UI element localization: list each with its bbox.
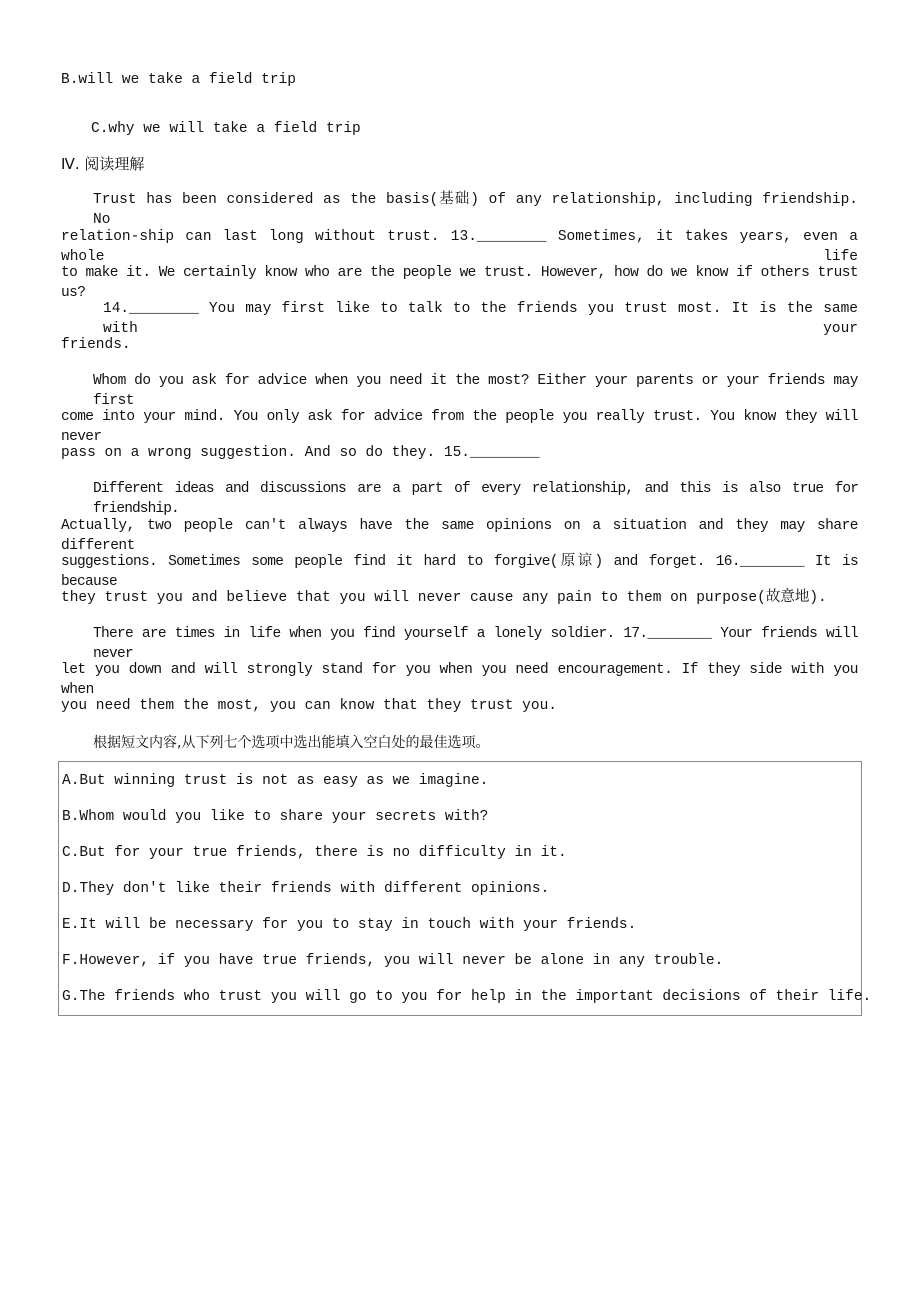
options-box: [58, 761, 872, 1016]
option-g: G.The friends who trust you will go to you for help in the important decisions of their life.: [62, 989, 872, 1005]
option-d: D.They don't like their friends with different opinions.: [62, 881, 550, 897]
passage-line: come into your mind. You only ask for advice from the people you really trust. You know they will never: [61, 409, 858, 445]
passage-line: 14.________ You may first like to talk to the friends you trust most. It is the same with your: [103, 301, 858, 337]
instruction: 根据短文内容,从下列七个选项中选出能填入空白处的最佳选项。: [93, 735, 490, 751]
passage-line: Trust has been considered as the basis(基础) of any relationship, including friendship. No: [93, 192, 858, 228]
section-heading: Ⅳ. 阅读理解: [61, 155, 145, 173]
passage-line: to make it. We certainly know who are the people we trust. However, how do we know if others trust us?: [61, 265, 858, 301]
passage-line: you need them the most, you can know that they trust you.: [61, 698, 557, 714]
passage-line: Whom do you ask for advice when you need it the most? Either your parents or your friends may first: [93, 373, 858, 409]
passage-line: they trust you and believe that you will never cause any pain to them on purpose(故意地).: [61, 590, 827, 606]
previous-option-c: C.why we will take a field trip: [91, 121, 361, 137]
option-e: E.It will be necessary for you to stay in touch with your friends.: [62, 917, 637, 933]
option-a: A.But winning trust is not as easy as we imagine.: [62, 773, 489, 789]
passage-line: friends.: [61, 337, 131, 353]
passage-line: Actually, two people can't always have the same opinions on a situation and they may share different: [61, 518, 858, 554]
passage-line: There are times in life when you find yourself a lonely soldier. 17.________ Your friends will never: [93, 626, 858, 662]
passage-line: relation-ship can last long without trust. 13.________ Sometimes, it takes years, even a whole life: [61, 229, 858, 265]
option-f: F.However, if you have true friends, you will never be alone in any trouble.: [62, 953, 724, 969]
passage-line: pass on a wrong suggestion. And so do they. 15.________: [61, 445, 540, 461]
passage-line: Different ideas and discussions are a part of every relationship, and this is also true for friendship.: [93, 481, 858, 517]
passage-line: suggestions. Sometimes some people find it hard to forgive(原谅) and forget. 16.________ It is because: [61, 554, 858, 590]
passage-line: let you down and will strongly stand for you when you need encouragement. If they side with you when: [61, 662, 858, 698]
previous-option-b: B.will we take a field trip: [61, 72, 296, 88]
option-c: C.But for your true friends, there is no difficulty in it.: [62, 845, 567, 861]
option-b: B.Whom would you like to share your secrets with?: [62, 809, 489, 825]
